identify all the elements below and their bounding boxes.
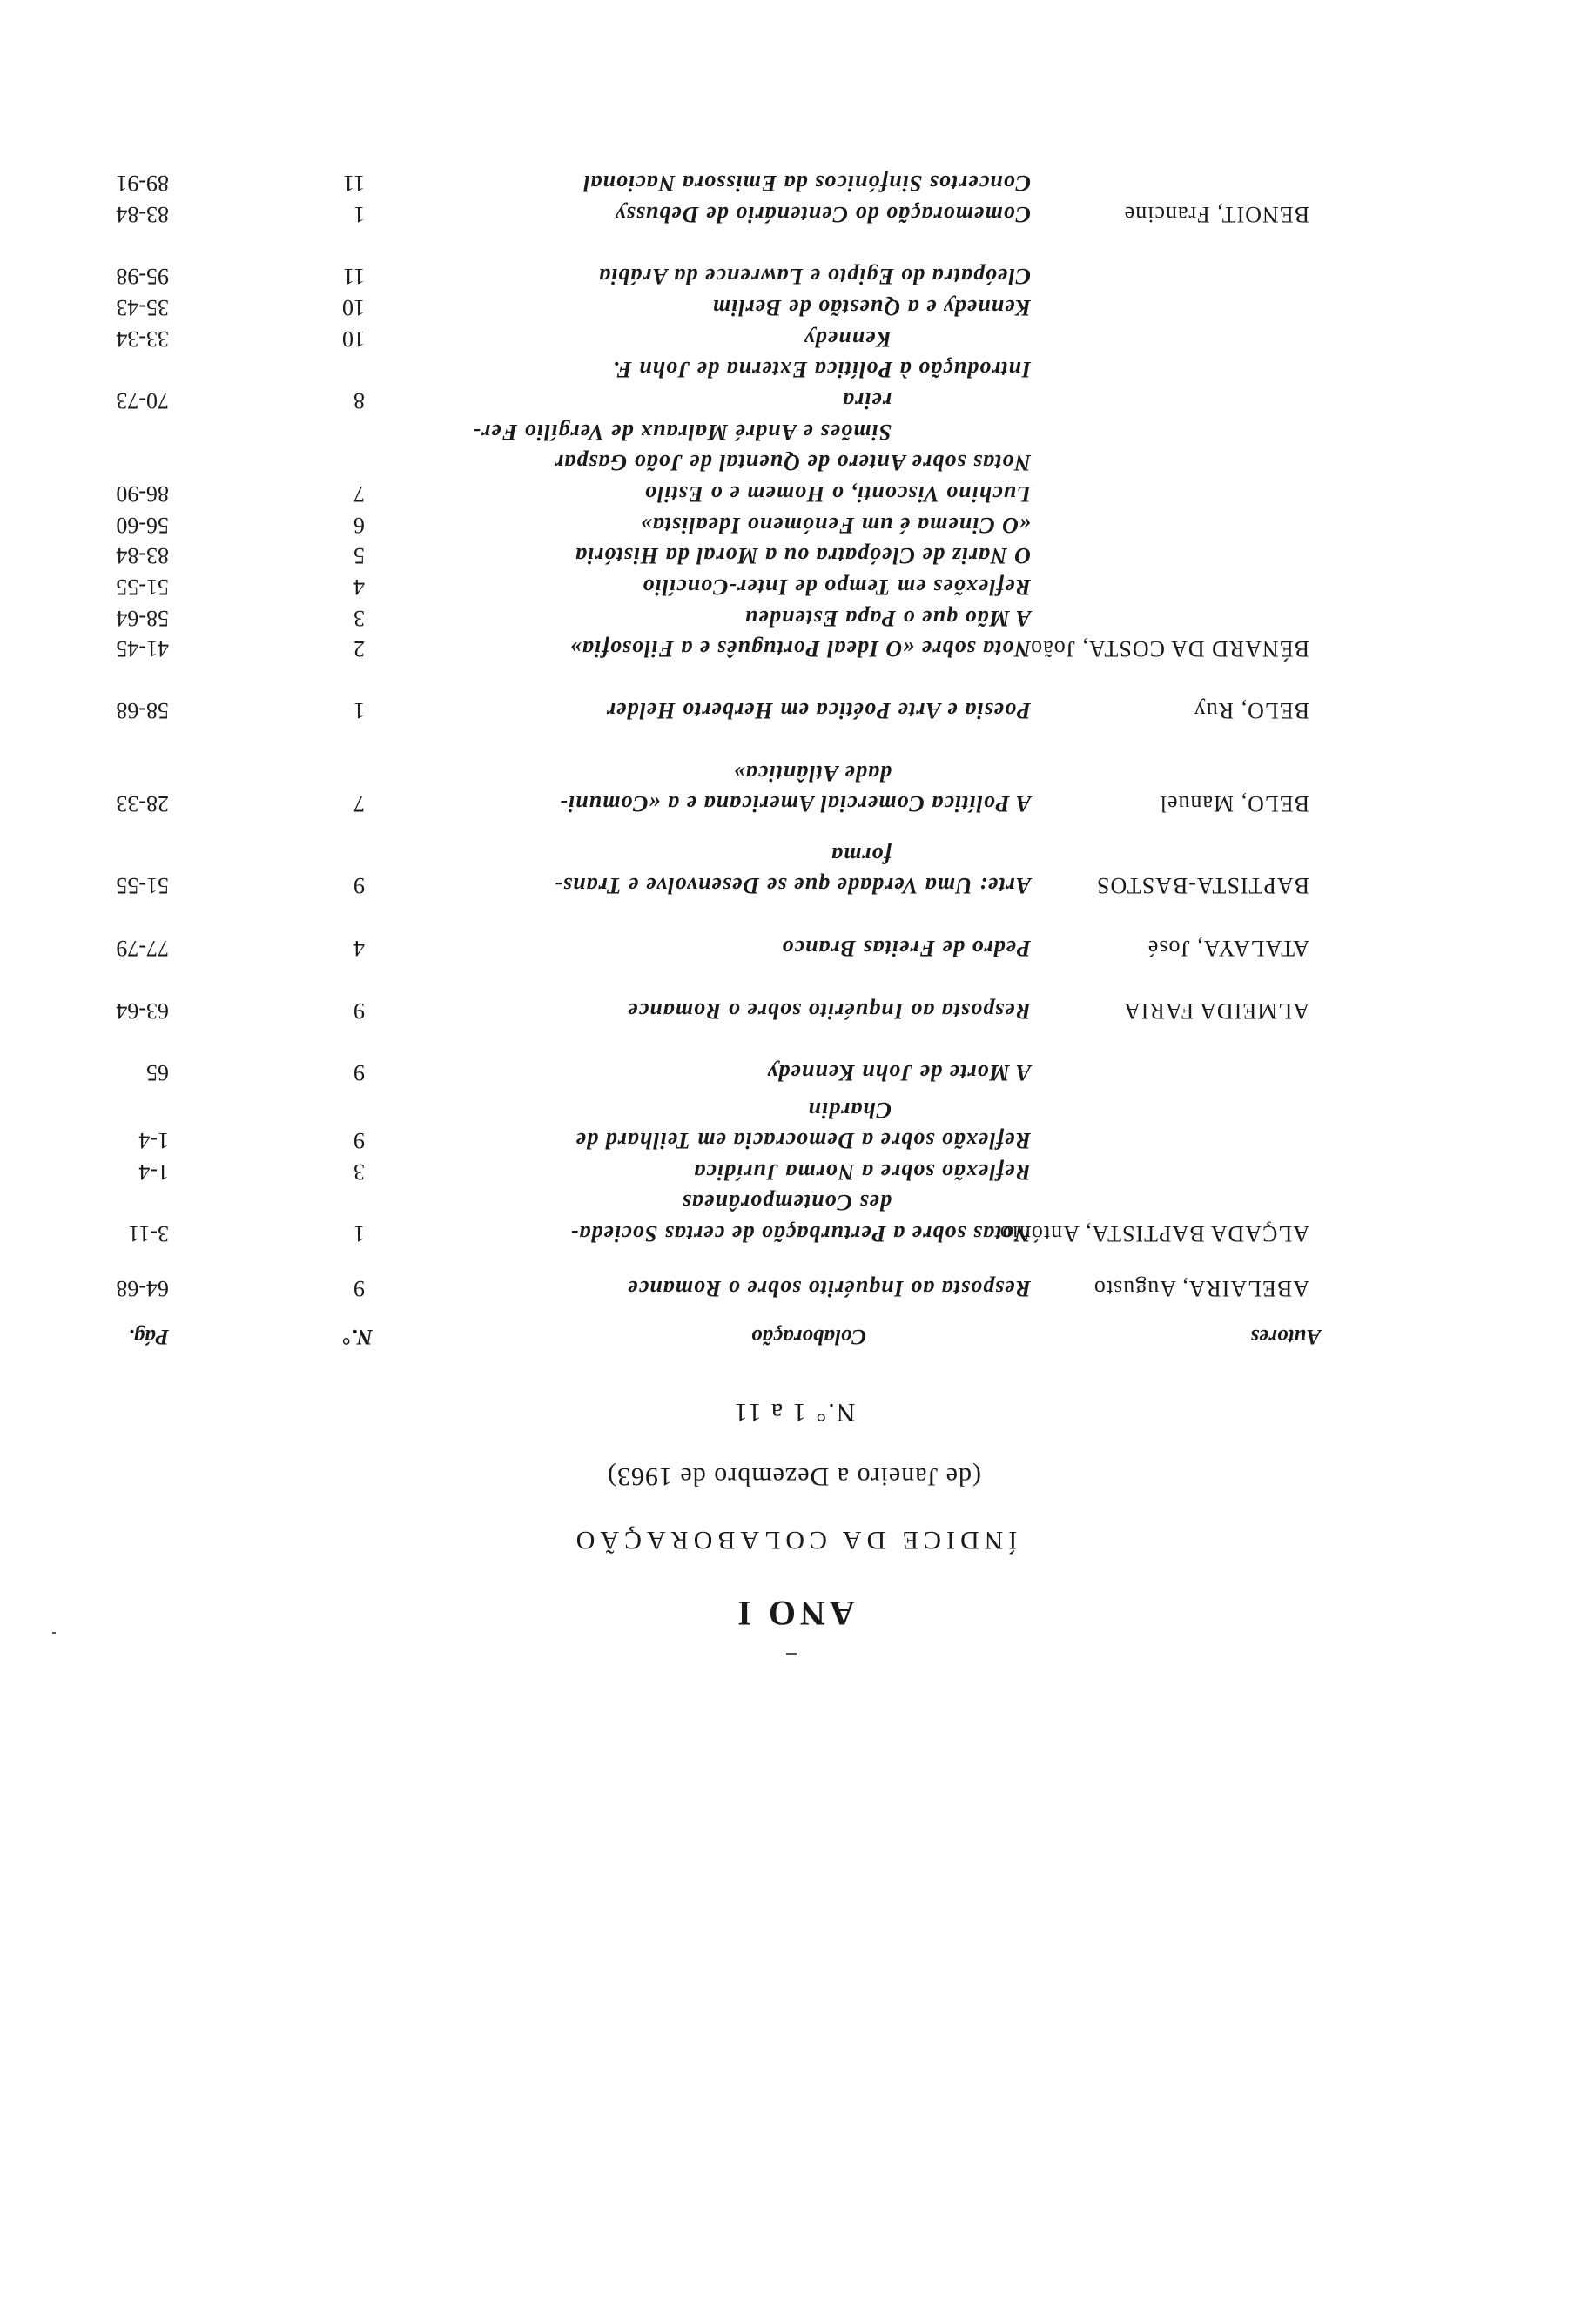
number-cell: 10 (342, 295, 365, 320)
pages-cell: 1-4 (138, 1159, 169, 1185)
table-row (0, 1123, 1588, 1154)
author-cell: BÉNARD DA COSTA, João (1030, 636, 1309, 662)
title-cell: Reflexão sobre a Democracia em Teilhard de (575, 1128, 1031, 1153)
table-row (0, 868, 1588, 899)
pages-cell: 65 (146, 1060, 169, 1085)
table-row (0, 1185, 1588, 1216)
table-row (0, 197, 1588, 228)
pages-cell: 89-91 (116, 171, 169, 196)
table-row (0, 786, 1588, 817)
author-cell: BAPTISTA-BASTOS (1095, 873, 1309, 898)
title-cell: Comemoração do Centenário de Debussy (615, 202, 1031, 227)
table-row (0, 837, 1588, 869)
pages-cell: 83-84 (116, 202, 169, 227)
title-cell: Concertos Sinfónicos da Emissora Nacional (582, 171, 1031, 196)
pages-cell: 28-33 (116, 791, 169, 816)
number-cell: 1 (353, 698, 365, 723)
author-cell: ALMEIDA FARIA (1122, 998, 1309, 1024)
pages-cell: 95-98 (116, 264, 169, 289)
table-row (0, 352, 1588, 383)
pages-cell: 58-64 (116, 606, 169, 631)
number-cell: 4 (353, 936, 365, 961)
pages-cell: 58-68 (116, 698, 169, 723)
pages-cell: 56-60 (116, 513, 169, 538)
title-cell: A Mão que o Papa Estendeu (744, 606, 1031, 631)
title-cell: Cleópatra do Egipto e Lawrence da Arábia (598, 264, 1031, 289)
table-row (0, 930, 1588, 962)
number-cell: 7 (353, 791, 365, 816)
table-row (0, 601, 1588, 632)
table-row (0, 290, 1588, 321)
number-cell: 11 (342, 264, 365, 289)
pages-cell: 86-90 (116, 481, 169, 507)
pages-cell: 64-68 (116, 1276, 169, 1301)
number-cell: 6 (353, 513, 365, 538)
table-row (0, 507, 1588, 539)
table-row (0, 1271, 1588, 1302)
number-cell: 3 (353, 606, 365, 631)
table-row (0, 383, 1588, 414)
number-cell: 11 (342, 171, 365, 196)
table-row (0, 476, 1588, 507)
title-cell: Poesia e Arte Poética em Herberto Helder (605, 698, 1031, 723)
title-cell: Notas sobre a Perturbação de certas Socieda- (569, 1221, 1031, 1246)
pages-cell: 3-11 (128, 1221, 169, 1246)
table-row (0, 569, 1588, 601)
pages-cell: 1-4 (138, 1128, 169, 1153)
title-cell: Arte: Uma Verdade que se Desenvolve e Trans- (554, 873, 1031, 898)
pages-cell: 33-34 (116, 326, 169, 352)
title-cell: reira (842, 388, 892, 413)
author-cell: BELO, Ruy (1193, 698, 1309, 723)
table-row (0, 693, 1588, 724)
title-cell: forma (831, 843, 892, 868)
scan-speck (52, 1632, 56, 1634)
title-cell: Kennedy (804, 326, 892, 352)
table-row (0, 993, 1588, 1024)
table-row (0, 631, 1588, 662)
author-cell: ABELAIRA, Augusto (1093, 1276, 1309, 1301)
title-cell: Kennedy e a Questão de Berlim (711, 295, 1031, 320)
table-row (0, 414, 1588, 446)
year-title: ANO I (733, 1594, 855, 1633)
pages-cell: 35-43 (116, 295, 169, 320)
number-cell: 9 (353, 1060, 365, 1085)
number-cell: 9 (353, 998, 365, 1024)
pages-cell: 51-55 (116, 873, 169, 898)
number-cell: 2 (353, 636, 365, 662)
number-cell: 8 (353, 388, 365, 413)
column-header-authors: Autores (1250, 1325, 1321, 1348)
number-cell: 3 (353, 1159, 365, 1185)
number-cell: 1 (353, 202, 365, 227)
number-cell: 7 (353, 481, 365, 507)
column-header-number: N.° (342, 1325, 373, 1348)
scan-speck (786, 1653, 797, 1655)
table-row (0, 1055, 1588, 1086)
number-cell: 9 (353, 1276, 365, 1301)
table-row (0, 1092, 1588, 1124)
pages-cell: 51-55 (116, 574, 169, 600)
number-cell: 10 (342, 326, 365, 352)
issues-range: N.° 1 a 11 (732, 1398, 856, 1427)
title-cell: Resposta ao Inquérito sobre o Romance (627, 998, 1031, 1024)
number-cell: 1 (353, 1221, 365, 1246)
title-cell: O Nariz de Cleópatra ou a Moral da História (574, 543, 1031, 568)
title-cell: des Contemporâneas (681, 1190, 892, 1215)
column-header-collaboration: Colaboração (751, 1325, 866, 1348)
title-cell: Luchino Visconti, o Homem e o Estilo (643, 481, 1031, 507)
index-title: ÍNDICE DA COLABORAÇÃO (570, 1526, 1018, 1555)
author-cell: BELO, Manuel (1159, 791, 1309, 816)
title-cell: Simões e André Malraux de Vergílio Fer- (472, 420, 892, 445)
author-cell: ATALAYA, José (1147, 936, 1309, 961)
author-cell: BENOIT, Francine (1123, 202, 1309, 227)
title-cell: «O Cinema é um Fenómeno Idealista» (639, 513, 1031, 538)
number-cell: 9 (353, 873, 365, 898)
table-row (0, 756, 1588, 787)
title-cell: Notas sobre Antero de Quental de João Gaspar (554, 450, 1031, 475)
number-cell: 4 (353, 574, 365, 600)
number-cell: 9 (353, 1128, 365, 1153)
title-cell: A Política Comercial Americana e a «Comuni- (559, 791, 1031, 816)
pages-cell: 41-45 (116, 636, 169, 662)
title-cell: dade Atlântica» (732, 761, 892, 786)
table-row (0, 1154, 1588, 1186)
title-cell: Reflexão sobre a Norma Jurídica (693, 1159, 1031, 1185)
table-row (0, 259, 1588, 290)
number-cell: 5 (353, 543, 365, 568)
title-cell: A Morte de John Kennedy (766, 1060, 1031, 1085)
author-cell: ALÇADA BAPTISTA, António (999, 1221, 1309, 1246)
pages-cell: 77-79 (116, 936, 169, 961)
title-cell: Resposta ao Inquérito sobre o Romance (627, 1276, 1031, 1301)
table-row (0, 1216, 1588, 1247)
pages-cell: 70-73 (116, 388, 169, 413)
title-cell: Chardin (807, 1098, 892, 1123)
table-row (0, 445, 1588, 476)
column-header-pages: Pág. (128, 1325, 169, 1348)
title-cell: Pedro de Freitas Branco (781, 936, 1031, 961)
period-subtitle: (de Janeiro a Dezembro de 1963) (607, 1462, 981, 1491)
pages-cell: 83-84 (116, 543, 169, 568)
pages-cell: 63-64 (116, 998, 169, 1024)
title-cell: Introdução à Política Externa de John F. (612, 357, 1031, 382)
table-row (0, 321, 1588, 353)
table-row (0, 165, 1588, 197)
table-row (0, 538, 1588, 569)
title-cell: Nota sobre «O Ideal Português e a Filosofia» (569, 636, 1031, 662)
title-cell: Reflexões em Tempo de Inter-Concílio (642, 574, 1031, 600)
